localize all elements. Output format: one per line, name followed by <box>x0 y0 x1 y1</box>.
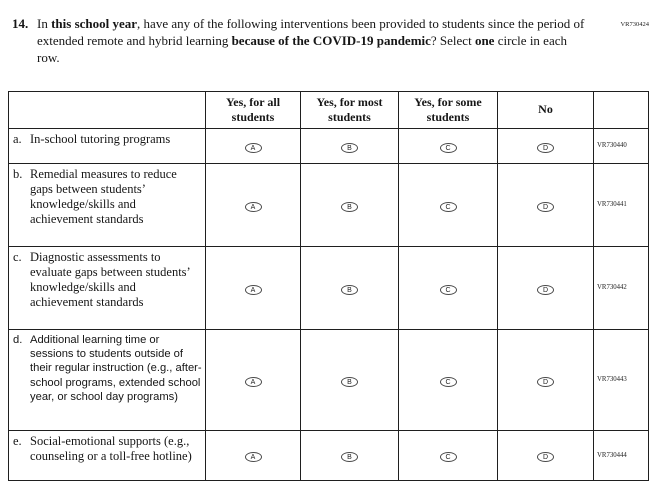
answer-cell-yes-some <box>399 329 498 430</box>
page-code: VR730424 <box>620 21 649 28</box>
answer-bubble-yes-most[interactable]: B <box>341 285 358 295</box>
column-header: Yes, for all students <box>206 91 301 128</box>
answer-cell-yes-some <box>399 128 498 163</box>
answer-bubble-no[interactable]: D <box>537 285 554 295</box>
answer-cell-yes-all <box>206 128 301 163</box>
answer-cell-no <box>498 430 594 480</box>
table-header-row <box>9 91 649 128</box>
column-header: Yes, for most students <box>301 91 399 128</box>
answer-bubble-yes-most[interactable]: B <box>341 452 358 462</box>
answer-bubble-no[interactable]: D <box>537 143 554 153</box>
row-letter: e. <box>13 433 22 448</box>
question-number: 14. <box>12 16 29 31</box>
row-letter: d. <box>13 333 23 346</box>
answer-bubble-yes-most[interactable]: B <box>341 202 358 212</box>
question-text-bold-segment: one <box>474 32 495 48</box>
row-code: VR730440 <box>594 128 649 163</box>
answer-bubble-yes-some[interactable]: C <box>440 202 457 212</box>
code-header-cell <box>594 91 649 128</box>
answer-cell-yes-some <box>399 430 498 480</box>
row-label <box>13 434 193 465</box>
answer-cell-no <box>498 163 594 246</box>
answer-cell-yes-most <box>301 430 399 480</box>
answer-bubble-no[interactable]: D <box>537 377 554 387</box>
row-label-text: Additional learning time or sessions to students outside of their regular instruction (e.g., after-school programs, extended school year, or school day programs) <box>30 333 202 403</box>
answer-cell-yes-all <box>206 163 301 246</box>
question-text <box>37 16 585 67</box>
answer-cell-yes-all <box>206 430 301 480</box>
question-text-bold-segment: because of the COVID-19 pandemic <box>231 32 431 48</box>
table-row <box>9 163 649 246</box>
answer-cell-yes-most <box>301 329 399 430</box>
interventions-table <box>8 91 649 481</box>
row-label-cell <box>9 246 206 329</box>
row-label-text: Social-emotional supports (e.g., counseling or a toll-free hotline) <box>30 433 192 463</box>
answer-bubble-yes-some[interactable]: C <box>440 452 457 462</box>
row-letter: a. <box>13 131 22 146</box>
row-letter: c. <box>13 249 22 264</box>
answer-bubble-no[interactable]: D <box>537 452 554 462</box>
question-block <box>12 16 616 67</box>
table-row <box>9 246 649 329</box>
row-label-text: Diagnostic assessments to evaluate gaps between students’ knowledge/skills and achievement standards <box>30 249 190 310</box>
answer-cell-no <box>498 128 594 163</box>
row-label-text: Remedial measures to reduce gaps between students’ knowledge/skills and achievement standards <box>30 166 177 227</box>
table-row <box>9 329 649 430</box>
answer-cell-yes-most <box>301 163 399 246</box>
answer-cell-yes-some <box>399 163 498 246</box>
answer-bubble-yes-most[interactable]: B <box>341 143 358 153</box>
row-code: VR730443 <box>594 329 649 430</box>
question-text-segment: ? Select <box>430 32 475 48</box>
answer-bubble-yes-some[interactable]: C <box>440 377 457 387</box>
answer-bubble-yes-all[interactable]: A <box>245 452 262 462</box>
row-label <box>13 132 193 147</box>
answer-cell-yes-most <box>301 128 399 163</box>
table-row <box>9 128 649 163</box>
column-header: No <box>498 91 594 128</box>
answer-cell-no <box>498 329 594 430</box>
row-label <box>13 167 193 228</box>
row-letter: b. <box>13 166 23 181</box>
answer-bubble-yes-all[interactable]: A <box>245 202 262 212</box>
question-text-segment: In <box>37 16 52 31</box>
row-code: VR730442 <box>594 246 649 329</box>
row-code: VR730441 <box>594 163 649 246</box>
row-code: VR730444 <box>594 430 649 480</box>
answer-bubble-no[interactable]: D <box>537 202 554 212</box>
answer-cell-yes-all <box>206 246 301 329</box>
answer-cell-yes-all <box>206 329 301 430</box>
corner-cell <box>9 91 206 128</box>
answer-bubble-yes-all[interactable]: A <box>245 377 262 387</box>
answer-bubble-yes-some[interactable]: C <box>440 143 457 153</box>
row-label-text: In-school tutoring programs <box>30 131 171 146</box>
column-header: Yes, for some students <box>399 91 498 128</box>
row-label-cell <box>9 329 206 430</box>
answer-bubble-yes-all[interactable]: A <box>245 143 262 153</box>
question-text-bold-segment: this school year <box>51 16 138 31</box>
row-label <box>13 250 193 311</box>
row-label <box>13 333 203 405</box>
answer-cell-yes-some <box>399 246 498 329</box>
row-label-cell <box>9 430 206 480</box>
answer-bubble-yes-most[interactable]: B <box>341 377 358 387</box>
row-label-cell <box>9 163 206 246</box>
answer-cell-yes-most <box>301 246 399 329</box>
answer-cell-no <box>498 246 594 329</box>
answer-bubble-yes-all[interactable]: A <box>245 285 262 295</box>
table-row <box>9 430 649 480</box>
question-text-segment: , have any of the following interventions been provided to students since the period of extended remote and hybrid learning <box>37 16 585 48</box>
row-label-cell <box>9 128 206 163</box>
answer-bubble-yes-some[interactable]: C <box>440 285 457 295</box>
question-text-segment: circle in each row. <box>37 32 567 65</box>
